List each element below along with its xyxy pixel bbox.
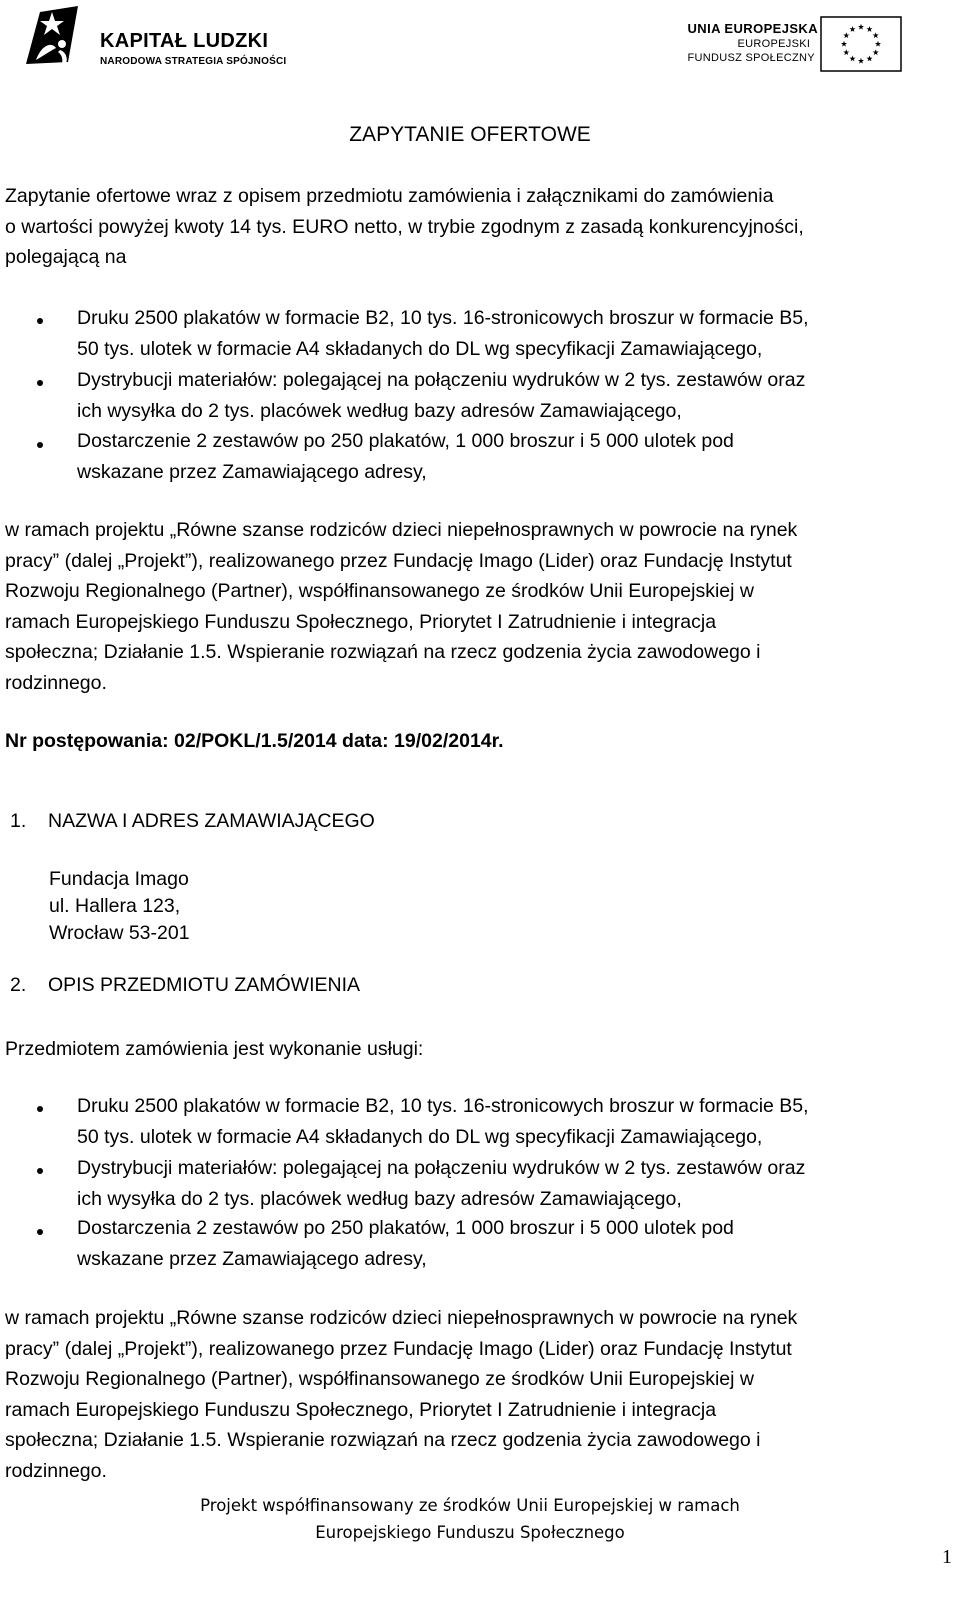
eu-logo-line3: FUNDUSZ SPOŁECZNY bbox=[687, 52, 815, 64]
list-item-line: Dostarczenie 2 zestawów po 250 plakatów, 1 000 broszur i 5 000 ulotek pod bbox=[77, 430, 734, 452]
list-item-line: Dostarczenia 2 zestawów po 250 plakatów, 1 000 broszur i 5 000 ulotek pod bbox=[77, 1217, 734, 1239]
list-item bbox=[77, 1091, 809, 1153]
bullet bbox=[37, 1106, 43, 1112]
section-number: 1. bbox=[10, 810, 27, 832]
intro-line: o wartości powyżej kwoty 14 tys. EURO netto, w trybie zgodnym z zasadą konkurencyjności, bbox=[5, 215, 804, 238]
eu-logo bbox=[630, 16, 930, 76]
bullet bbox=[37, 380, 43, 386]
list-item-line: ich wysyłka do 2 tys. placówek według bazy adresów Zamawiającego, bbox=[77, 400, 682, 422]
contractor-address bbox=[49, 866, 190, 947]
project-line: społeczna; Działanie 1.5. Wspieranie rozwiązań na rzecz godzenia życia zawodowego i bbox=[5, 641, 761, 663]
section-1-heading bbox=[10, 810, 375, 833]
list-item bbox=[77, 303, 809, 365]
list-item bbox=[77, 1153, 805, 1215]
address-line: ul. Hallera 123, bbox=[49, 895, 181, 917]
list-item bbox=[77, 365, 805, 427]
project-line: Rozwoju Regionalnego (Partner), współfinansowanego ze środków Unii Europejskiej w bbox=[5, 1368, 754, 1390]
list-item-line: Druku 2500 plakatów w formacie B2, 10 tys. 16-stronicowych broszur w formacie B5, bbox=[77, 1095, 809, 1117]
intro-paragraph bbox=[5, 181, 804, 273]
kapital-ludzki-emblem-icon bbox=[22, 4, 82, 70]
project-line: rodzinnego. bbox=[5, 1459, 107, 1482]
project-line: pracy” (dalej „Projekt”), realizowanego przez Fundację Imago (Lider) oraz Fundację Instytut bbox=[5, 1337, 792, 1360]
section-2-intro: Przedmiotem zamówienia jest wykonanie usługi: bbox=[5, 1038, 424, 1060]
section-2-heading bbox=[10, 974, 360, 997]
intro-line: polegającą na bbox=[5, 246, 127, 268]
list-item-line: Dystrybucji materiałów: polegającej na połączeniu wydruków w 2 tys. zestawów oraz bbox=[77, 1157, 806, 1179]
project-line: społeczna; Działanie 1.5. Wspieranie rozwiązań na rzecz godzenia życia zawodowego i bbox=[5, 1429, 761, 1451]
page-footer bbox=[0, 1492, 940, 1546]
section-number: 2. bbox=[10, 974, 27, 996]
list-item-line: Druku 2500 plakatów w formacie B2, 10 tys. 16-stronicowych broszur w formacie B5, bbox=[77, 307, 809, 329]
list-item-line: ich wysyłka do 2 tys. placówek według bazy adresów Zamawiającego, bbox=[77, 1188, 682, 1210]
list-item bbox=[77, 426, 734, 488]
project-paragraph bbox=[5, 1303, 797, 1486]
page-number: 1 bbox=[942, 1546, 952, 1568]
project-line: pracy” (dalej „Projekt”), realizowanego przez Fundację Imago (Lider) oraz Fundację Instytut bbox=[5, 549, 792, 572]
project-line: ramach Europejskiego Funduszu Społecznego, Priorytet I Zatrudnienie i integracja bbox=[5, 610, 717, 633]
address-line: Fundacja Imago bbox=[49, 868, 189, 890]
list-item-line: Dystrybucji materiałów: polegającej na połączeniu wydruków w 2 tys. zestawów oraz bbox=[77, 369, 806, 391]
project-line: Rozwoju Regionalnego (Partner), współfinansowanego ze środków Unii Europejskiej w bbox=[5, 580, 754, 602]
kapital-ludzki-subtitle: NARODOWA STRATEGIA SPÓJNOŚCI bbox=[100, 56, 287, 67]
section-title: NAZWA I ADRES ZAMAWIAJĄCEGO bbox=[48, 810, 375, 832]
case-number: Nr postępowania: 02/POKL/1.5/2014 data: 19/02/2014r. bbox=[5, 730, 504, 752]
project-line: w ramach projektu „Równe szanse rodziców dzieci niepełnosprawnych w powrocie na rynek bbox=[5, 1307, 798, 1329]
list-item bbox=[77, 1213, 734, 1275]
eu-flag-icon bbox=[820, 16, 902, 72]
project-line: rodzinnego. bbox=[5, 671, 107, 694]
list-item-line: 50 tys. ulotek w formacie A4 składanych do DL wg specyfikacji Zamawiającego, bbox=[77, 338, 763, 360]
list-item-line: wskazane przez Zamawiającego adresy, bbox=[77, 461, 427, 483]
intro-line: Zapytanie ofertowe wraz z opisem przedmiotu zamówienia i załącznikami do zamówienia bbox=[5, 185, 774, 207]
eu-logo-text bbox=[688, 21, 818, 64]
project-line: w ramach projektu „Równe szanse rodziców dzieci niepełnosprawnych w powrocie na rynek bbox=[5, 519, 798, 541]
eu-logo-line2: EUROPEJSKI bbox=[737, 38, 811, 50]
address-line: Wrocław 53-201 bbox=[49, 922, 190, 944]
kapital-ludzki-name: KAPITAŁ LUDZKI bbox=[100, 30, 269, 52]
bullet bbox=[37, 1168, 43, 1174]
list-item-line: wskazane przez Zamawiającego adresy, bbox=[77, 1248, 427, 1270]
bullet bbox=[37, 1229, 43, 1235]
footer-line: Europejskiego Funduszu Społecznego bbox=[315, 1523, 625, 1542]
section-title: OPIS PRZEDMIOTU ZAMÓWIENIA bbox=[48, 974, 361, 996]
bullet bbox=[37, 442, 43, 448]
footer-line: Projekt współfinansowany ze środków Unii Europejskiej w ramach bbox=[200, 1496, 740, 1515]
kapital-ludzki-logo bbox=[22, 4, 322, 74]
project-line: ramach Europejskiego Funduszu Społecznego, Priorytet I Zatrudnienie i integracja bbox=[5, 1398, 717, 1421]
eu-logo-line1: UNIA EUROPEJSKA bbox=[687, 21, 818, 36]
document-title: ZAPYTANIE OFERTOWE bbox=[349, 123, 591, 146]
list-item-line: 50 tys. ulotek w formacie A4 składanych do DL wg specyfikacji Zamawiającego, bbox=[77, 1126, 763, 1148]
project-paragraph bbox=[5, 515, 797, 698]
bullet bbox=[37, 318, 43, 324]
page-header bbox=[0, 0, 960, 80]
